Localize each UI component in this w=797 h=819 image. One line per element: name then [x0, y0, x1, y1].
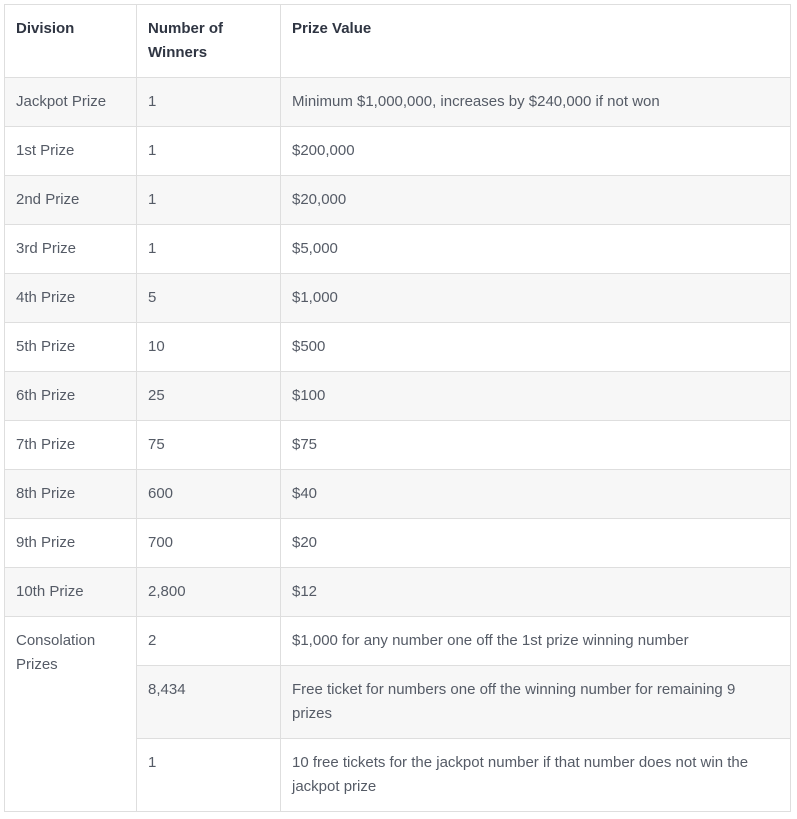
prize-value-cell: $1,000 for any number one off the 1st prize winning number — [281, 617, 791, 666]
winners-cell: 25 — [137, 372, 281, 421]
table-row — [5, 225, 791, 274]
table-row — [5, 617, 791, 666]
prize-value-cell: $1,000 — [281, 274, 791, 323]
table-header-row — [5, 5, 791, 78]
prize-value-cell: $20,000 — [281, 176, 791, 225]
table-row — [5, 127, 791, 176]
prize-value-cell: $500 — [281, 323, 791, 372]
header-number-of-winners: Number of Winners — [137, 5, 281, 78]
table-row — [5, 176, 791, 225]
division-cell: 5th Prize — [5, 323, 137, 372]
division-cell: 3rd Prize — [5, 225, 137, 274]
winners-cell: 5 — [137, 274, 281, 323]
prize-value-cell: $12 — [281, 568, 791, 617]
table-row — [5, 470, 791, 519]
consolation-division-cell: Consolation Prizes — [5, 617, 137, 812]
winners-cell: 1 — [137, 176, 281, 225]
division-cell: 1st Prize — [5, 127, 137, 176]
winners-cell: 700 — [137, 519, 281, 568]
prize-value-cell: $200,000 — [281, 127, 791, 176]
winners-cell: 8,434 — [137, 666, 281, 739]
division-cell: Jackpot Prize — [5, 78, 137, 127]
winners-cell: 1 — [137, 127, 281, 176]
prize-value-cell: 10 free tickets for the jackpot number if that number does not win the jackpot prize — [281, 739, 791, 812]
winners-cell: 1 — [137, 225, 281, 274]
division-cell: 10th Prize — [5, 568, 137, 617]
winners-cell: 75 — [137, 421, 281, 470]
table-row — [5, 274, 791, 323]
table-row — [5, 372, 791, 421]
prize-value-cell: $20 — [281, 519, 791, 568]
winners-cell: 1 — [137, 739, 281, 812]
winners-cell: 2,800 — [137, 568, 281, 617]
table-row — [5, 421, 791, 470]
table-row — [5, 519, 791, 568]
prize-value-cell: $5,000 — [281, 225, 791, 274]
prize-value-cell: Minimum $1,000,000, increases by $240,000 if not won — [281, 78, 791, 127]
winners-cell: 1 — [137, 78, 281, 127]
winners-cell: 600 — [137, 470, 281, 519]
division-cell: 9th Prize — [5, 519, 137, 568]
division-cell: 8th Prize — [5, 470, 137, 519]
table-row — [5, 323, 791, 372]
division-cell: 2nd Prize — [5, 176, 137, 225]
division-cell: 4th Prize — [5, 274, 137, 323]
prize-value-cell: $75 — [281, 421, 791, 470]
division-cell: 7th Prize — [5, 421, 137, 470]
prize-value-cell: $100 — [281, 372, 791, 421]
prize-table — [4, 4, 791, 812]
winners-cell: 2 — [137, 617, 281, 666]
table-row — [5, 568, 791, 617]
prize-value-cell: $40 — [281, 470, 791, 519]
header-prize-value: Prize Value — [281, 5, 791, 78]
prize-value-cell: Free ticket for numbers one off the winning number for remaining 9 prizes — [281, 666, 791, 739]
winners-cell: 10 — [137, 323, 281, 372]
division-cell: 6th Prize — [5, 372, 137, 421]
table-row — [5, 78, 791, 127]
header-division: Division — [5, 5, 137, 78]
